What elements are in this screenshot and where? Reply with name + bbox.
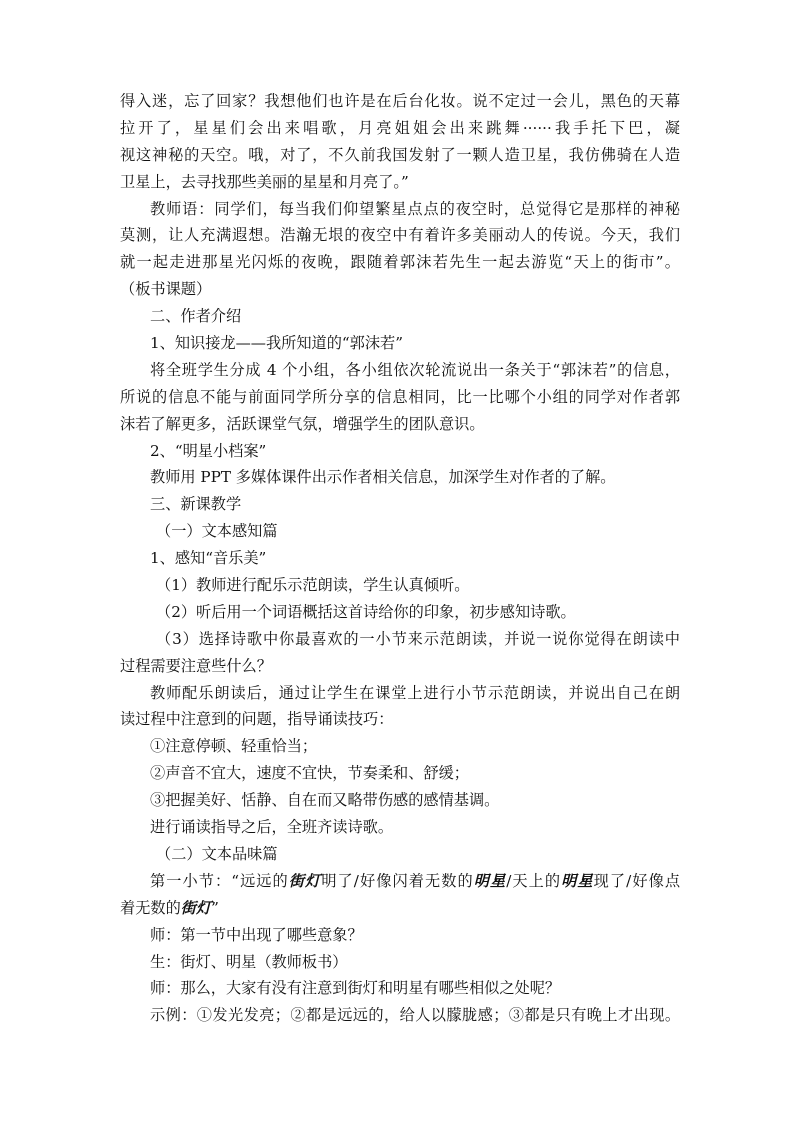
poem-keyword: 街灯	[288, 871, 322, 890]
poem-text: ”	[211, 898, 219, 917]
list-item: ①注意停顿、轻重恰当；	[150, 737, 318, 756]
poem-quote-line	[120, 868, 680, 895]
list-item: ③把握美好、恬静、自在而又略带伤感的感情基调。	[150, 791, 500, 810]
subsection-heading: （一）文本感知篇	[156, 522, 278, 541]
poem-keyword: 明星	[561, 871, 594, 890]
paragraph-line: 卫星上，去寻找那些美丽的星星和月亮了。”	[120, 172, 409, 191]
paragraph-line: （板书课题）	[120, 280, 212, 299]
section-heading: 三、新课教学	[150, 495, 242, 514]
poem-keyword: 街灯	[180, 898, 212, 917]
paragraph-line: 教师配乐朗读后，通过让学生在课堂上进行小节示范朗读，并说出自己在朗	[150, 683, 680, 702]
poem-text: 第一小节：“远远的	[150, 871, 289, 890]
poem-keyword: 明星	[473, 871, 507, 890]
subsection-heading: 1、知识接龙——我所知道的“郭沫若”	[150, 334, 404, 353]
list-item: （3）选择诗歌中你最喜欢的一小节来示范朗读，并说一说你觉得在朗读中	[156, 629, 680, 648]
list-item: ②声音不宜大，速度不宜快，节奏柔和、舒缓；	[150, 764, 469, 783]
paragraph-line: 莫测，让人充满遐想。浩瀚无垠的夜空中有着许多美丽动人的传说。今天，我们	[120, 226, 680, 245]
paragraph-line: 视这神秘的天空。哦，对了，不久前我国发射了一颗人造卫星，我仿佛骑在人造	[120, 145, 680, 164]
paragraph-line: 过程需要注意些什么？	[120, 656, 272, 675]
paragraph-line: 拉开了，星星们会出来唱歌，月亮姐姐会出来跳舞······我手托下巴，凝	[120, 118, 680, 137]
paragraph-line: 得入迷，忘了回家？我想他们也许是在后台化妆。说不定过一会儿，黑色的天幕	[120, 92, 680, 110]
subsection-heading: 1、感知“音乐美”	[150, 549, 267, 568]
poem-text: 着无数的	[120, 898, 181, 917]
list-item: （2）听后用一个词语概括这首诗给你的印象，初步感知诗歌。	[156, 602, 576, 621]
dialog-line: 师：那么，大家有没有注意到街灯和明星有哪些相似之处呢？	[150, 979, 561, 998]
poem-quote-line	[120, 895, 680, 922]
poem-text: /天上的	[506, 871, 562, 890]
dialog-line: 师：第一节中出现了哪些意象？	[150, 925, 363, 944]
section-heading: 二、作者介绍	[150, 307, 242, 326]
document-body	[120, 88, 680, 1029]
paragraph-line: 教师用 PPT 多媒体课件出示作者相关信息，加深学生对作者的了解。	[150, 468, 616, 487]
subsection-heading: 2、“明星小档案”	[150, 441, 267, 460]
subsection-heading: （二）文本品味篇	[156, 844, 278, 863]
paragraph-line: 就一起走进那星光闪烁的夜晚，跟随着郭沫若先生一起去游览“天上的街市”。	[120, 253, 680, 272]
poem-text: 现了/好像点	[593, 871, 681, 890]
list-item: （1）教师进行配乐示范朗读，学生认真倾听。	[156, 576, 470, 595]
paragraph-line: 教师语：同学们，每当我们仰望繁星点点的夜空时，总觉得它是那样的神秘	[150, 199, 680, 218]
paragraph-line: 进行诵读指导之后，全班齐读诗歌。	[150, 818, 393, 837]
paragraph-line: 沫若了解更多，活跃课堂气氛，增强学生的团队意识。	[120, 414, 485, 433]
paragraph-line: 所说的信息不能与前面同学所分享的信息相同，比一比哪个小组的同学对作者郭	[120, 387, 680, 406]
paragraph-line: 读过程中注意到的问题，指导诵读技巧：	[120, 710, 394, 729]
dialog-line: 生：街灯、明星（教师板书）	[150, 952, 348, 971]
poem-text: 明了/好像闪着无数的	[321, 871, 474, 890]
example-line: 示例：①发光发亮；②都是远远的，给人以朦胧感；③都是只有晚上才出现。	[150, 1006, 680, 1025]
paragraph-line: 将全班学生分成 4 个小组，各小组依次轮流说出一条关于“郭沫若”的信息，	[150, 360, 680, 379]
